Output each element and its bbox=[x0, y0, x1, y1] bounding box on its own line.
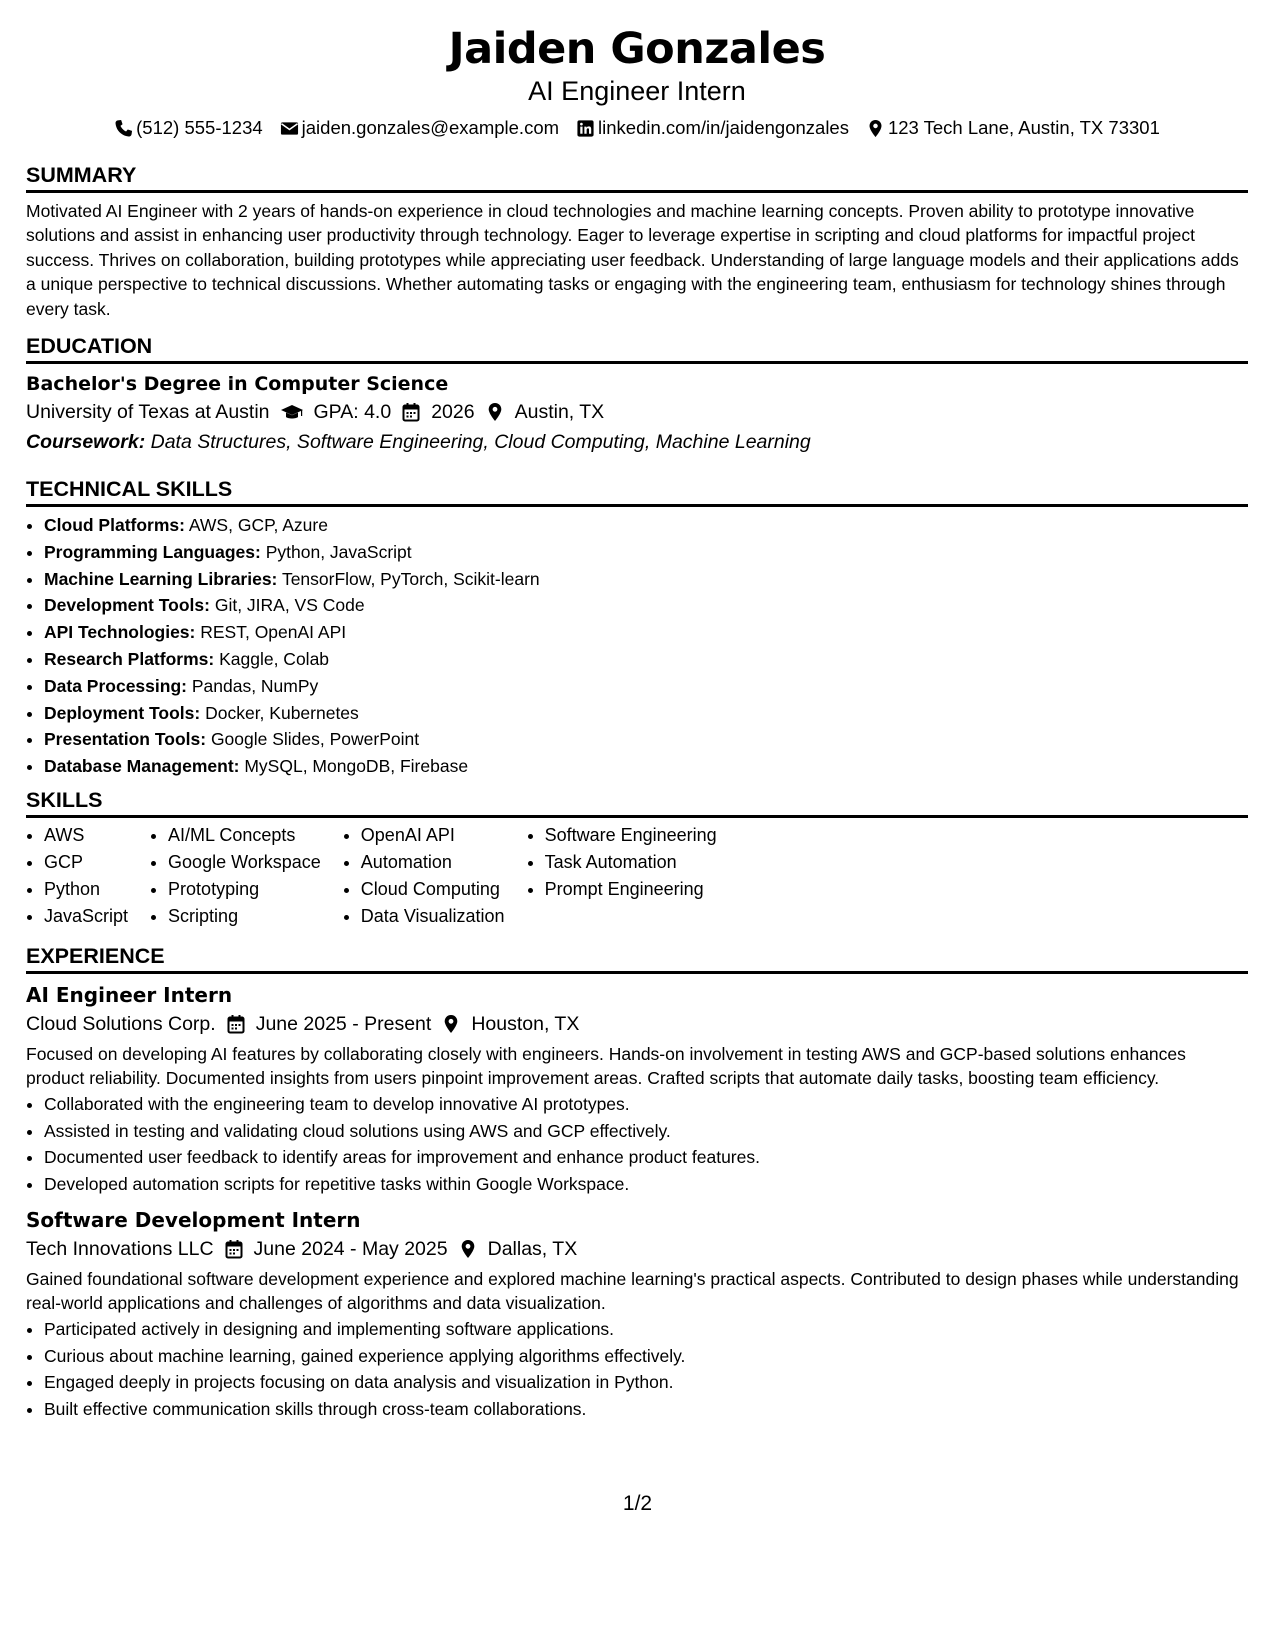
job-bullet: • Engaged deeply in projects focusing on data analysis and visualization in Python. bbox=[44, 1369, 1248, 1396]
skill-item: • JavaScript bbox=[44, 903, 128, 930]
gpa-text: GPA: 4.0 bbox=[313, 401, 392, 423]
technical-skill-item bbox=[44, 646, 1248, 673]
technical-skill-item bbox=[44, 592, 1248, 619]
education-meta bbox=[26, 397, 1248, 427]
skill-item: • GCP bbox=[44, 849, 128, 876]
linkedin-icon bbox=[576, 119, 595, 138]
skill-category: Presentation Tools: bbox=[44, 729, 207, 750]
technical-skills-heading: TECHNICAL SKILLS bbox=[26, 476, 1248, 507]
resume-page bbox=[26, 0, 1248, 1420]
technical-skills-section bbox=[26, 476, 1248, 780]
skill-item: • Prompt Engineering bbox=[545, 876, 717, 903]
skill-category: API Technologies: bbox=[44, 622, 196, 643]
job-location: Dallas, TX bbox=[487, 1238, 578, 1260]
contact-linkedin[interactable] bbox=[576, 116, 849, 140]
resume-header bbox=[26, 20, 1248, 140]
technical-skill-item bbox=[44, 619, 1248, 646]
technical-skills-list bbox=[26, 512, 1248, 780]
technical-skill-item bbox=[44, 753, 1248, 780]
skills-grid bbox=[26, 822, 1248, 930]
job-bullet: • Developed automation scripts for repetitive tasks within Google Workspace. bbox=[44, 1171, 1248, 1198]
job-summary: Gained foundational software development experience and explored machine learning's practical aspects. Contributed to design phases while understanding real-world applications and challenges of algorithms and data visualization. bbox=[26, 1269, 1239, 1314]
job-bullets bbox=[26, 1091, 1248, 1198]
skill-values: Git, JIRA, VS Code bbox=[214, 595, 365, 616]
skill-values: AWS, GCP, Azure bbox=[188, 515, 328, 535]
job-bullet: • Built effective communication skills through cross-team collaborations. bbox=[44, 1396, 1248, 1423]
technical-skill-item bbox=[44, 539, 1248, 566]
skill-category: Data Processing: bbox=[44, 675, 187, 696]
contact-email[interactable] bbox=[280, 116, 559, 140]
technical-skill-item bbox=[44, 726, 1248, 753]
technical-skill-item bbox=[44, 512, 1248, 539]
skill-category: Database Management: bbox=[44, 756, 240, 777]
candidate-name: Jaiden Gonzales bbox=[448, 24, 826, 74]
skills-heading: SKILLS bbox=[26, 787, 1248, 818]
skill-item: • Task Automation bbox=[545, 849, 717, 876]
graduation-cap-icon bbox=[280, 402, 304, 422]
phone-text: (512) 555-1234 bbox=[136, 117, 263, 138]
skill-item: • AI/ML Concepts bbox=[168, 822, 321, 849]
job-bullets bbox=[26, 1316, 1248, 1423]
calendar-icon bbox=[401, 402, 421, 422]
job-dates: June 2025 - Present bbox=[255, 1013, 432, 1035]
calendar-icon bbox=[226, 1014, 246, 1034]
job-meta bbox=[26, 1009, 1248, 1039]
job-entry bbox=[26, 1206, 1248, 1423]
skill-item: • OpenAI API bbox=[361, 822, 505, 849]
skills-section bbox=[26, 787, 1248, 930]
technical-skill-item bbox=[44, 566, 1248, 593]
job-bullet: • Participated actively in designing and implementing software applications. bbox=[44, 1316, 1248, 1343]
summary-section bbox=[26, 162, 1248, 321]
technical-skill-item bbox=[44, 700, 1248, 727]
job-bullet: • Assisted in testing and validating cloud solutions using AWS and GCP effectively. bbox=[44, 1118, 1248, 1145]
experience-heading: EXPERIENCE bbox=[26, 943, 1248, 974]
education-heading: EDUCATION bbox=[26, 333, 1248, 364]
job-bullet: • Documented user feedback to identify areas for improvement and enhance product features. bbox=[44, 1144, 1248, 1171]
technical-skill-item bbox=[44, 673, 1248, 700]
skill-item: • Scripting bbox=[168, 903, 321, 930]
summary-text: Motivated AI Engineer with 2 years of hands-on experience in cloud technologies and machine learning concepts. Proven ability to prototype innovative solutions and assist in enhancing user productivity through technology. Eager to leverage expertise in scripting and cloud platforms for impactful project success. Thrives on collaboration, building prototypes while appreciating user feedback. Understanding of large language models and their applications adds a unique perspective to technical discussions. Whether automating tasks or engaging with the engineering team, enthusiasm for technology shines through every task. bbox=[26, 201, 1239, 319]
skill-item: • Google Workspace bbox=[168, 849, 321, 876]
skills-column bbox=[26, 822, 128, 930]
skill-category: Programming Languages: bbox=[44, 541, 261, 562]
job-location-item bbox=[458, 1234, 578, 1264]
gpa-item bbox=[280, 397, 392, 427]
skill-values: TensorFlow, PyTorch, Scikit-learn bbox=[281, 568, 540, 589]
phone-icon bbox=[114, 119, 133, 138]
experience-section bbox=[26, 943, 1248, 1423]
skill-values: Python, JavaScript bbox=[265, 541, 412, 562]
skill-values: REST, OpenAI API bbox=[200, 622, 347, 643]
education-section bbox=[26, 333, 1248, 457]
skill-item: • Automation bbox=[361, 849, 505, 876]
skill-item: • Cloud Computing bbox=[361, 876, 505, 903]
contact-address bbox=[866, 116, 1160, 140]
skill-values: Pandas, NumPy bbox=[191, 675, 319, 696]
email-text: jaiden.gonzales@example.com bbox=[301, 117, 560, 138]
contact-bar bbox=[26, 116, 1248, 140]
address-text: 123 Tech Lane, Austin, TX 73301 bbox=[887, 117, 1160, 138]
skill-values: Kaggle, Colab bbox=[219, 648, 330, 669]
company-name: Tech Innovations LLC bbox=[26, 1238, 214, 1260]
job-dates: June 2024 - May 2025 bbox=[253, 1238, 448, 1260]
job-dates-item bbox=[226, 1009, 432, 1039]
map-pin-icon bbox=[441, 1014, 461, 1034]
job-meta bbox=[26, 1234, 1248, 1264]
skill-item: • AWS bbox=[44, 822, 128, 849]
linkedin-text: linkedin.com/in/jaidengonzales bbox=[598, 117, 849, 138]
coursework-label: Coursework: bbox=[26, 431, 146, 453]
skill-values: MySQL, MongoDB, Firebase bbox=[244, 756, 469, 777]
page-number: 1/2 bbox=[622, 1492, 653, 1515]
coursework-line bbox=[26, 427, 1248, 457]
skills-column bbox=[527, 822, 717, 930]
skill-values: Google Slides, PowerPoint bbox=[210, 729, 420, 750]
degree-title: Bachelor's Degree in Computer Science bbox=[26, 373, 449, 395]
map-pin-icon bbox=[866, 119, 885, 138]
candidate-headline: AI Engineer Intern bbox=[528, 76, 746, 106]
skill-item: • Prototyping bbox=[168, 876, 321, 903]
skill-values: Docker, Kubernetes bbox=[205, 702, 359, 723]
map-pin-icon bbox=[485, 402, 505, 422]
school-name: University of Texas at Austin bbox=[26, 401, 270, 423]
job-title: AI Engineer Intern bbox=[26, 983, 233, 1007]
map-pin-icon bbox=[458, 1239, 478, 1259]
year-item bbox=[401, 397, 474, 427]
job-location-item bbox=[441, 1009, 579, 1039]
job-entry bbox=[26, 981, 1248, 1198]
contact-phone[interactable] bbox=[114, 116, 263, 140]
envelope-icon bbox=[280, 119, 299, 138]
skill-category: Deployment Tools: bbox=[44, 702, 201, 723]
calendar-icon bbox=[224, 1239, 244, 1259]
skill-item: • Python bbox=[44, 876, 128, 903]
skill-category: Machine Learning Libraries: bbox=[44, 568, 278, 589]
job-bullet: • Curious about machine learning, gained experience applying algorithms effectively. bbox=[44, 1343, 1248, 1370]
skill-category: Research Platforms: bbox=[44, 648, 215, 669]
job-dates-item bbox=[224, 1234, 448, 1264]
skill-category: Development Tools: bbox=[44, 595, 210, 616]
skill-category: Cloud Platforms: bbox=[44, 515, 185, 535]
skill-item: • Software Engineering bbox=[545, 822, 717, 849]
job-summary: Focused on developing AI features by collaborating closely with engineers. Hands-on involvement in testing AWS and GCP-based solutions enhances product reliability. Documented insights from users pinpoint improvement areas. Crafted scripts that automate daily tasks, boosting team efficiency. bbox=[26, 1044, 1186, 1089]
summary-heading: SUMMARY bbox=[26, 162, 1248, 193]
job-location: Houston, TX bbox=[471, 1013, 580, 1035]
edu-location-text: Austin, TX bbox=[514, 401, 605, 423]
skills-column bbox=[150, 822, 321, 930]
coursework-text: Data Structures, Software Engineering, Cloud Computing, Machine Learning bbox=[150, 431, 811, 453]
job-title: Software Development Intern bbox=[26, 1208, 361, 1232]
edu-location-item bbox=[485, 397, 605, 427]
company-name: Cloud Solutions Corp. bbox=[26, 1013, 216, 1035]
skills-column bbox=[343, 822, 505, 930]
job-bullet: • Collaborated with the engineering team to develop innovative AI prototypes. bbox=[44, 1091, 1248, 1118]
year-text: 2026 bbox=[431, 401, 475, 423]
skill-item: • Data Visualization bbox=[361, 903, 505, 930]
